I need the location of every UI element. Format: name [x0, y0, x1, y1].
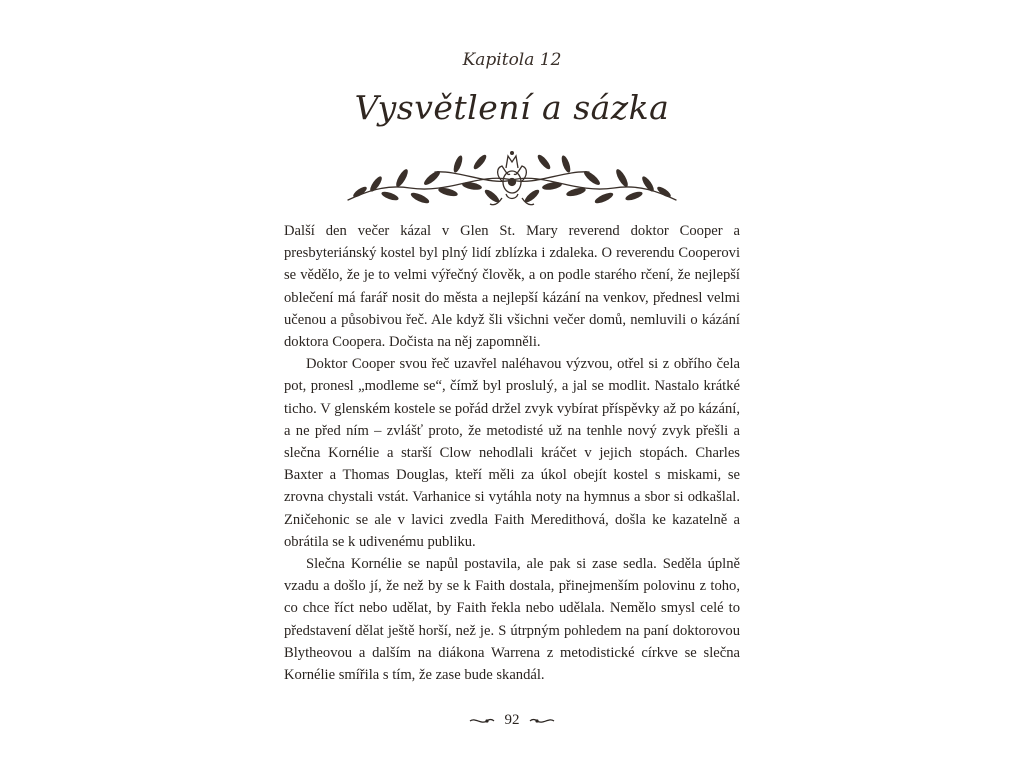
flourish-left-icon	[469, 715, 495, 727]
chapter-body	[284, 220, 740, 686]
page-number: 92	[504, 712, 520, 729]
floral-vine-ornament-icon	[340, 142, 684, 212]
paragraph: Doktor Cooper svou řeč uzavřel naléhavou výzvou, otřel si z obřího čela pot, pronesl „modleme se“, čímž byl proslulý, a jal se modlit. Nastalo krátké ticho. V glenském kostele se pořád držel zvyk vybírat příspěvky až po kázání, a ne před ním – zvlášť proto, že metodisté už na tenhle nový zvyk přešli a slečna Kornélie a starší Clow nehodlali kráčet v jejich stopách. Charles Baxter a Thomas Douglas, kteří měli za úkol obejít kostel s miskami, se zrovna chystali vstát. Varhanice si vytáhla noty na hymnus a sbor si odkašlal. Zničehonic se ale v lavici zvedla Faith Meredithová, došla ke kazatelně a obrátila se k udivenému publiku.	[284, 356, 740, 550]
flourish-right-icon	[529, 715, 555, 727]
chapter-label: Kapitola 12	[462, 50, 562, 70]
paragraph: Slečna Kornélie se napůl postavila, ale pak si zase sedla. Seděla úplně vzadu a došlo jí, že než by se k Faith dostala, přinejmenším polovinu z toho, co chce říct nebo udělat, by Faith řekla nebo udělala. Nemělo smysl celé to představení dělat ještě horší, než je. S útrpným pohledem na paní doktorovou Blytheovou a dalším na diákona Warrena z metodistické církve se slečna Kornélie smířila s tím, že zase bude skandál.	[284, 556, 740, 684]
paragraph: Další den večer kázal v Glen St. Mary reverend doktor Cooper a presbyteriánský kostel byl plný lidí zblízka i zdaleka. O reverendu Cooperovi se vědělo, že je to velmi výřečný člověk, a on podle starého rčení, že nejlepší oblečení má farář nosit do města a nejlepší kázání na venkov, přednesl velmi učenou a působivou řeč. Ale když šli všichni večer domů, nemluvili o kázání doktora Coopera. Dočista na něj zapomněli.	[284, 223, 740, 351]
chapter-title: Vysvětlení a sázka	[354, 88, 670, 127]
page-footer	[0, 712, 1024, 729]
